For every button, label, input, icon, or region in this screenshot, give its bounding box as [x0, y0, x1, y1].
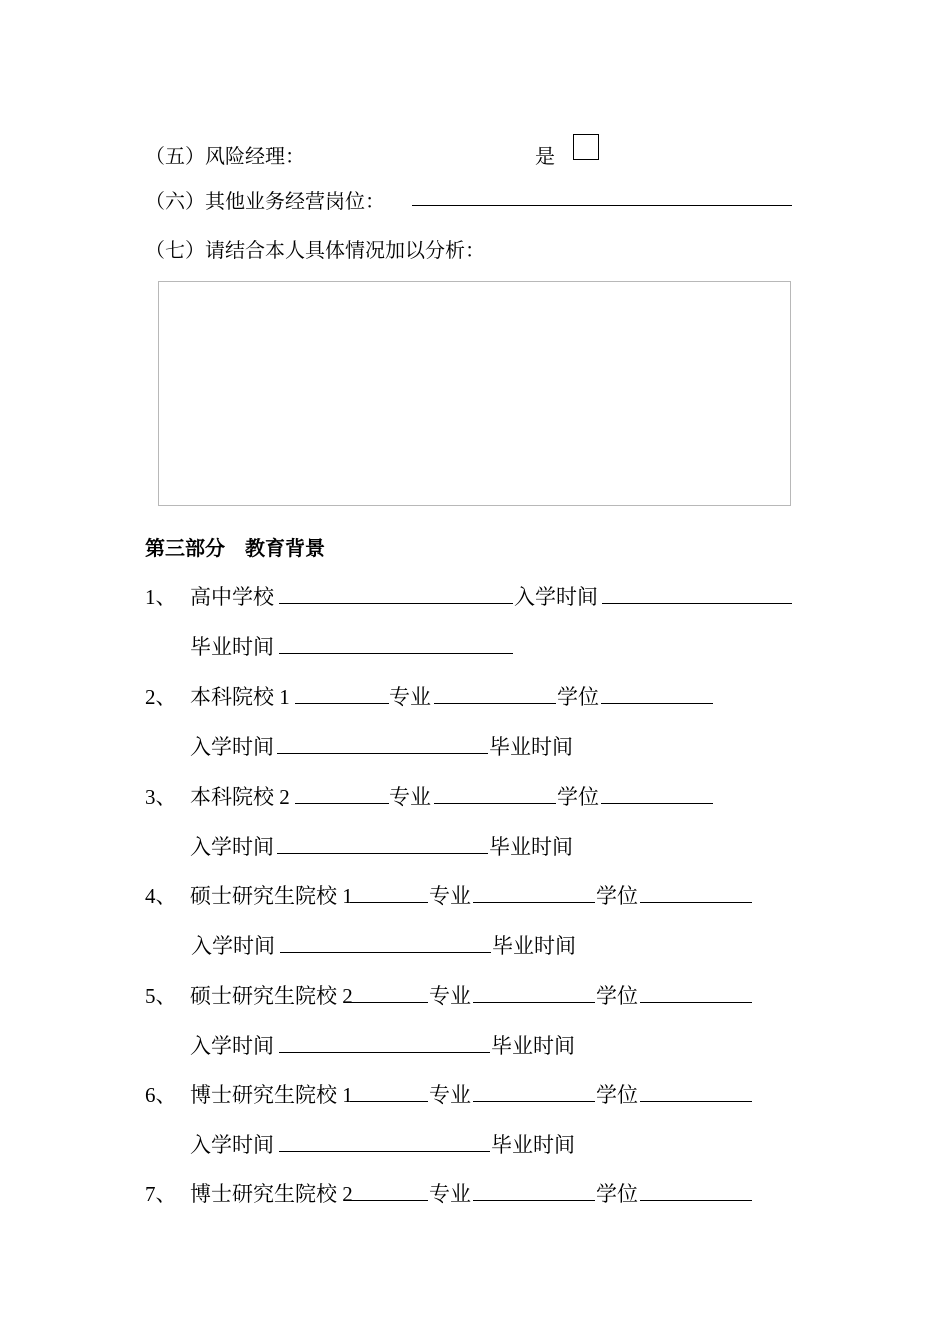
edu-row4-enroll-label: 入学时间: [191, 934, 275, 958]
item-seven-label: （七）请结合本人具体情况加以分析：: [145, 238, 485, 262]
edu-row2-school-label: 本科院校 1: [190, 685, 290, 709]
edu-row3-degree-label: 学位: [557, 785, 599, 809]
edu-row6-num: 6、: [145, 1083, 177, 1107]
edu-row5-grad-label: 毕业时间: [491, 1034, 575, 1058]
edu-row6-degree-blank[interactable]: [640, 1101, 752, 1102]
edu-row6-school-blank[interactable]: [350, 1101, 428, 1102]
edu-row3-degree-blank[interactable]: [601, 803, 713, 804]
edu-row5-enroll-label: 入学时间: [190, 1034, 274, 1058]
edu-row1-grad-label: 毕业时间: [190, 635, 274, 659]
edu-row6-enroll-blank[interactable]: [279, 1151, 490, 1152]
edu-row2-major-label: 专业: [389, 685, 431, 709]
edu-row4-degree-blank[interactable]: [640, 902, 752, 903]
edu-row1-grad-blank[interactable]: [279, 653, 513, 654]
edu-row7-major-label: 专业: [429, 1182, 471, 1206]
edu-row6-enroll-label: 入学时间: [190, 1133, 274, 1157]
edu-row5-degree-label: 学位: [596, 984, 638, 1008]
item-five-yes-label: 是: [535, 144, 555, 168]
item-five-yes-checkbox[interactable]: [573, 134, 599, 160]
edu-row4-major-blank[interactable]: [473, 902, 595, 903]
edu-row3-school-label: 本科院校 2: [190, 785, 290, 809]
edu-row6-school-label: 博士研究生院校 1: [190, 1083, 353, 1107]
edu-row2-grad-label: 毕业时间: [489, 735, 573, 759]
edu-row1-enroll-label: 入学时间: [514, 585, 598, 609]
edu-row3-enroll-label: 入学时间: [190, 835, 274, 859]
edu-row2-major-blank[interactable]: [434, 703, 556, 704]
edu-row3-major-label: 专业: [389, 785, 431, 809]
edu-row3-school-blank[interactable]: [295, 803, 389, 804]
edu-row5-degree-blank[interactable]: [640, 1002, 752, 1003]
edu-row3-num: 3、: [145, 785, 177, 809]
analysis-textarea[interactable]: [158, 281, 791, 506]
item-six-label: （六）其他业务经营岗位：: [145, 189, 385, 213]
edu-row1-num: 1、: [145, 585, 177, 609]
edu-row1-school-label: 高中学校: [190, 585, 274, 609]
edu-row4-school-blank[interactable]: [350, 902, 428, 903]
edu-row2-school-blank[interactable]: [295, 703, 389, 704]
edu-row5-school-blank[interactable]: [350, 1002, 428, 1003]
edu-row6-major-label: 专业: [429, 1083, 471, 1107]
edu-row5-major-label: 专业: [429, 984, 471, 1008]
edu-row2-enroll-blank[interactable]: [277, 753, 488, 754]
edu-row7-school-blank[interactable]: [350, 1200, 428, 1201]
edu-row5-school-label: 硕士研究生院校 2: [190, 984, 353, 1008]
edu-row7-degree-blank[interactable]: [640, 1200, 752, 1201]
edu-row3-major-blank[interactable]: [434, 803, 556, 804]
edu-row2-degree-label: 学位: [557, 685, 599, 709]
edu-row4-num: 4、: [145, 884, 177, 908]
edu-row4-degree-label: 学位: [596, 884, 638, 908]
edu-row1-enroll-blank[interactable]: [602, 603, 792, 604]
edu-row7-school-label: 博士研究生院校 2: [190, 1182, 353, 1206]
edu-row7-num: 7、: [145, 1182, 177, 1206]
edu-row4-enroll-blank[interactable]: [280, 952, 491, 953]
edu-row2-num: 2、: [145, 685, 177, 709]
edu-row2-enroll-label: 入学时间: [190, 735, 274, 759]
edu-row1-school-blank[interactable]: [279, 603, 513, 604]
edu-row5-major-blank[interactable]: [473, 1002, 595, 1003]
edu-row6-degree-label: 学位: [596, 1083, 638, 1107]
item-six-blank[interactable]: [412, 205, 792, 206]
edu-row4-grad-label: 毕业时间: [492, 934, 576, 958]
edu-row5-num: 5、: [145, 984, 177, 1008]
edu-row2-degree-blank[interactable]: [601, 703, 713, 704]
edu-row6-grad-label: 毕业时间: [491, 1133, 575, 1157]
edu-row7-degree-label: 学位: [596, 1182, 638, 1206]
edu-row5-enroll-blank[interactable]: [279, 1052, 490, 1053]
edu-row4-major-label: 专业: [429, 884, 471, 908]
edu-row6-major-blank[interactable]: [473, 1101, 595, 1102]
edu-row3-enroll-blank[interactable]: [277, 853, 488, 854]
edu-row4-school-label: 硕士研究生院校 1: [190, 884, 353, 908]
item-five-label: （五）风险经理：: [145, 144, 305, 168]
edu-row3-grad-label: 毕业时间: [489, 835, 573, 859]
edu-row7-major-blank[interactable]: [473, 1200, 595, 1201]
section3-title: 第三部分 教育背景: [145, 536, 325, 560]
